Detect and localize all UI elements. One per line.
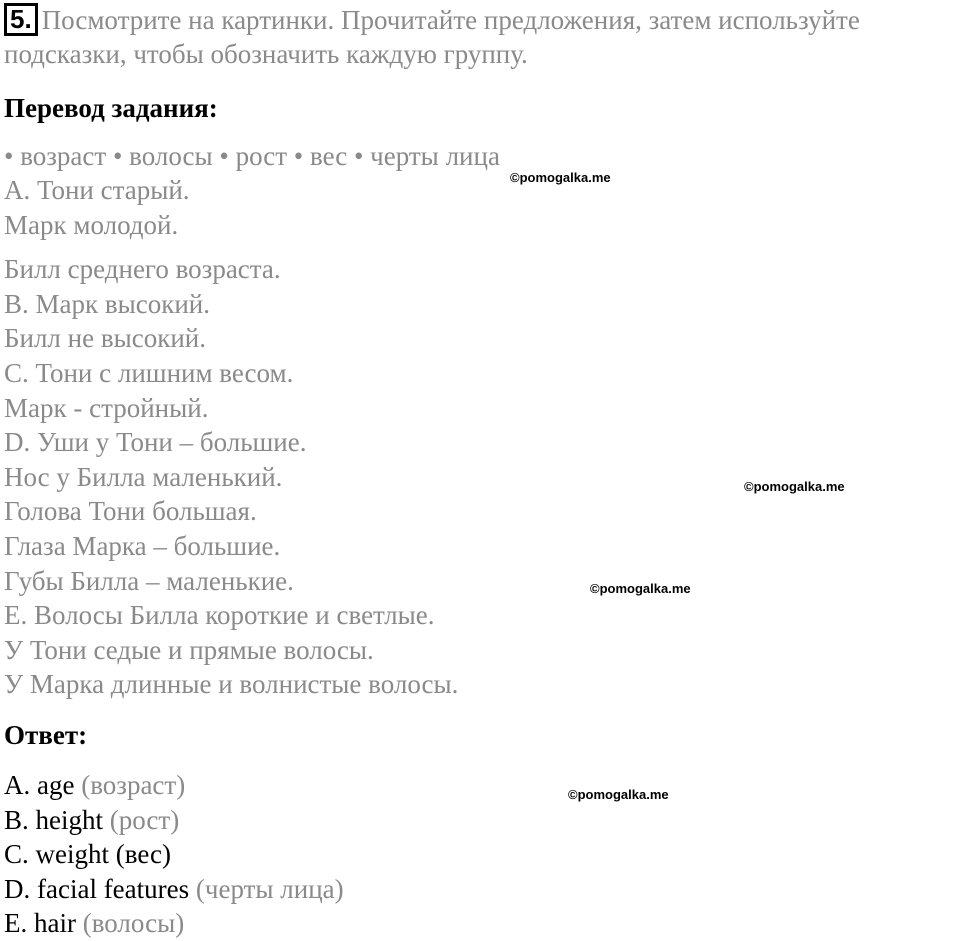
- answer-english: E. hair: [4, 908, 76, 939]
- sentence-line: B. Марк высокий.: [4, 288, 211, 319]
- sentence-line: Голова Тони большая.: [4, 496, 257, 527]
- answer-item: [4, 803, 958, 838]
- sentence-line: Билл не высокий.: [4, 323, 206, 354]
- sentence-line: Билл среднего возраста.: [4, 254, 281, 285]
- answer-russian: (вес): [115, 839, 171, 870]
- watermark: ©pomogalka.me: [510, 170, 611, 185]
- sentence-line: E. Волосы Билла короткие и светлые.: [4, 600, 435, 631]
- sentences-group-a: [4, 173, 958, 242]
- answer-russian: (волосы): [82, 908, 185, 939]
- sentence-line: Марк - стройный.: [4, 392, 209, 423]
- answer-item: [4, 906, 958, 941]
- answer-heading: Ответ:: [4, 719, 88, 750]
- translation-heading: Перевод задания:: [4, 93, 218, 123]
- hints-line: • возраст • волосы • рост • вес • черты лица: [4, 141, 500, 171]
- task-number: 5.: [4, 3, 38, 36]
- sentence-line: D. Уши у Тони – большие.: [4, 427, 307, 458]
- answer-russian: (рост): [109, 804, 180, 835]
- watermark: ©pomogalka.me: [568, 787, 669, 802]
- answer-item: [4, 768, 958, 803]
- document-page: [4, 0, 958, 941]
- sentence-line: Губы Билла – маленькие.: [4, 565, 294, 596]
- sentence-line: Глаза Марка – большие.: [4, 530, 281, 561]
- answer-list: [4, 768, 958, 941]
- answer-item: [4, 872, 958, 907]
- answer-russian: (черты лица): [195, 873, 344, 904]
- sentence-line: У Тони седые и прямые волосы.: [4, 634, 374, 665]
- sentences-group-b: [4, 252, 958, 702]
- answer-english: C. weight: [4, 839, 109, 870]
- watermark: ©pomogalka.me: [590, 581, 691, 596]
- sentence-line: Нос у Билла маленький.: [4, 461, 283, 492]
- answer-english: A. age: [4, 769, 75, 800]
- answer-english: B. height: [4, 804, 103, 835]
- sentence-line: A. Тони старый.: [4, 175, 190, 205]
- answer-item: [4, 837, 958, 872]
- sentence-line: У Марка длинные и волнистые волосы.: [4, 669, 459, 700]
- task-text: Посмотрите на картинки. Прочитайте предложения, затем используйте подсказки, чтобы обозначить каждую группу.: [4, 5, 860, 69]
- answer-english: D. facial features: [4, 873, 190, 904]
- watermark: ©pomogalka.me: [744, 479, 845, 494]
- sentence-line: C. Тони с лишним весом.: [4, 357, 294, 388]
- answer-russian: (возраст): [81, 769, 186, 800]
- task-statement: [4, 3, 958, 71]
- sentence-line: Марк молодой.: [4, 209, 179, 240]
